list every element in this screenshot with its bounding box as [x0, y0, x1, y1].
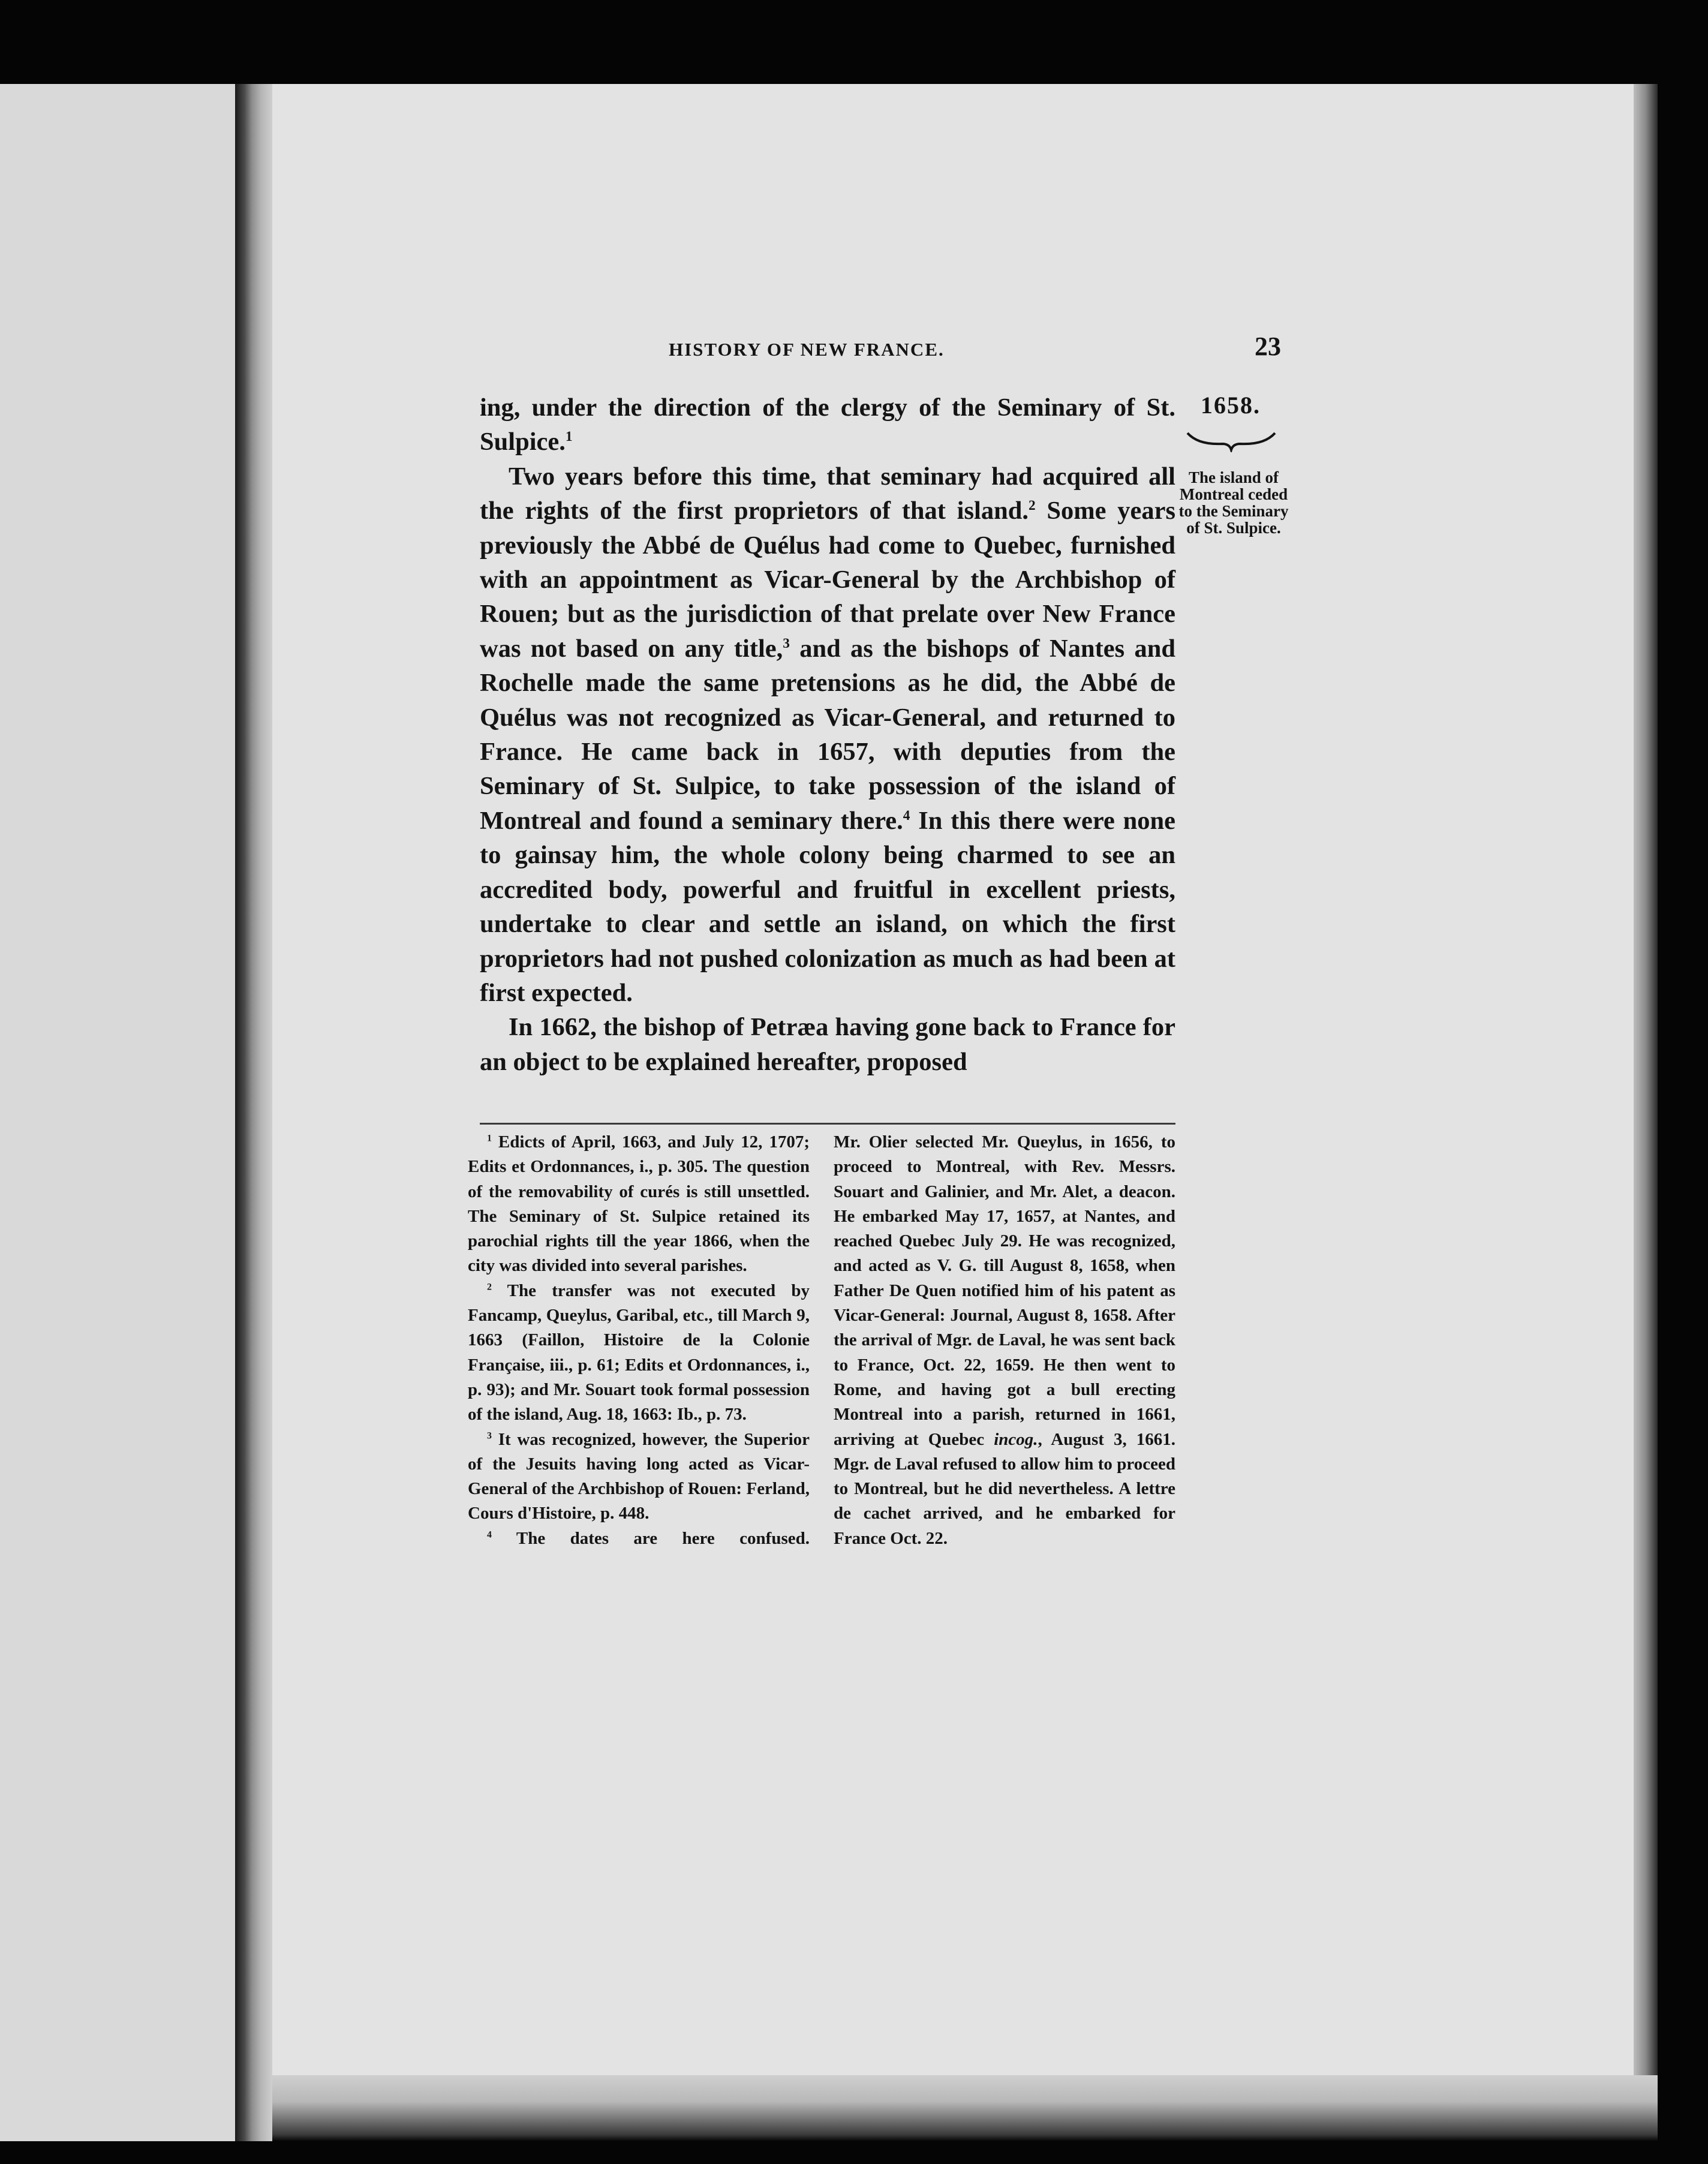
left-page: [0, 84, 235, 2141]
page-number: 23: [1255, 332, 1281, 361]
footnote-ref: 2: [1028, 498, 1036, 514]
bottom-edge: [272, 2075, 1658, 2141]
book-gutter: [235, 84, 272, 2141]
running-title: HISTORY OF NEW FRANCE.: [669, 339, 945, 360]
paragraph-2: Two years before this time, that seminary had acquired all the rights of the first proprietors of that island.$^2$ Some years previously the Abbé de Quélus had come to Quebec, furnished with an appointment as Vicar-General by the Archbishop of Rouen; but as the jurisdiction of that prelate over New France was not based on any title,$^3$ and as the bishops of Nantes and Rochelle made the same pretensions as he did, the Abbé de Quélus was not recognized as Vicar-General, and returned to France. He came back in 1657, with deputies from the Seminary of St. Sulpice, to take possession of the island of Montreal and found a seminary there.$^4$ In this there were none to gainsay him, the whole colony being charmed to see an accredited body, powerful and fruitful in excellent priests, undertake to clear and settle an island, on which the first proprietors had not pushed colonization as much as had been at first expected.: [480, 462, 1176, 1007]
footnote-2: $^2$ The transfer was not executed by Fancamp, Queylus, Garibal, etc., till March 9, 1663 (Faillon, Histoire de la Colonie Française, iii., p. 61; Edits et Ordonnances, i., p. 93); and Mr. Souart took formal possession of the island, Aug. 18, 1663: Ib., p. 73.: [468, 1281, 810, 1424]
right-page: [272, 84, 1634, 2075]
margin-year: 1658.: [1201, 392, 1261, 419]
paragraph-3: In 1662, the bishop of Petræa having gone back to France for an object to be explained hereafter, proposed: [480, 1013, 1175, 1076]
footnotes: [468, 1130, 1175, 1551]
footnote-ref: 3: [783, 635, 790, 651]
footnote-3: $^3$ It was recognized, however, the Superior of the Jesuits having long acted as Vicar-General of the Archbishop of Rouen: Ferland, Cours d'Histoire, p. 448.: [468, 1429, 810, 1523]
footnote-4: $^4$ The dates are here confused.: [487, 1528, 810, 1548]
body-text: [480, 390, 1175, 1079]
footnote-1: $^1$ Edicts of April, 1663, and July 12, 1707; Edits et Ordonnances, i., p. 305. The question of the removability of curés is still unsettled. The Seminary of St. Sulpice retained its parochial rights till the year 1866, when the city was divided into several parishes.: [468, 1132, 810, 1276]
paragraph-1: ing, under the direction of the clergy of the Seminary of St. Sulpice.$^1$: [480, 393, 1175, 456]
footnote-column-left: [468, 1130, 810, 1551]
page-edge: [1634, 84, 1658, 2075]
footnote-ref: 1: [565, 429, 573, 445]
footnote-column-right: [834, 1130, 1175, 1551]
brace-icon: [1186, 431, 1276, 452]
margin-note: The island of Montreal ceded to the Seminary of St. Sulpice.: [1178, 468, 1289, 537]
footnote-4-continued: Mr. Olier selected Mr. Queylus, in 1656, to proceed to Montreal, with Rev. Messrs. Souart and Galinier, and Mr. Alet, a deacon. He embarked May 17, 1657, at Nantes, and reached Quebec July 29. He was recognized, and acted as V. G. till August 8, 1658, when Father De Quen notified him of his patent as Vicar-General: Journal, August 8, 1658. After the arrival of Mgr. de Laval, he was sent back to France, Oct. 22, 1659. He then went to Rome, and having got a bull erecting Montreal into a parish, returned in 1661, arriving at Quebec incog., August 3, 1661. Mgr. de Laval refused to allow him to proceed to Montreal, but he did nevertheless. A lettre de cachet arrived, and he embarked for France Oct. 22.: [834, 1132, 1175, 1548]
footnote-ref: 4: [903, 807, 910, 823]
footnote-rule: [480, 1123, 1175, 1125]
